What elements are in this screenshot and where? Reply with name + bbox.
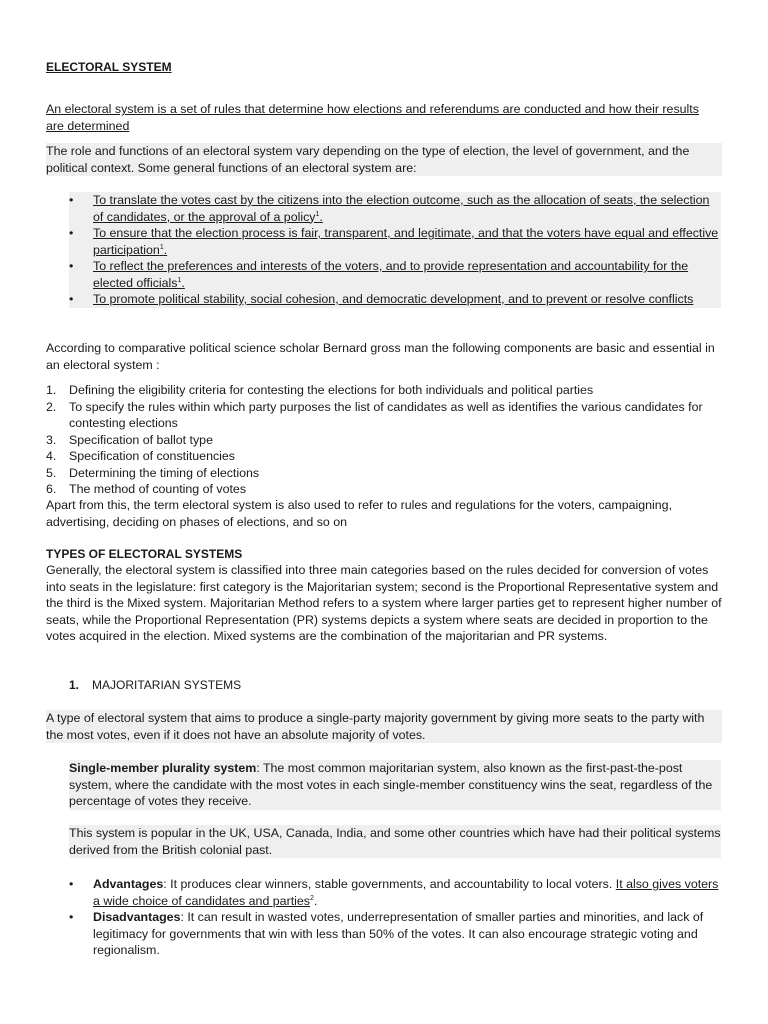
component-text: The method of counting of votes	[69, 482, 247, 496]
disadvantages-item	[69, 909, 721, 959]
types-heading: TYPES OF ELECTORAL SYSTEMS	[46, 547, 243, 561]
majoritarian-heading	[69, 677, 241, 694]
intro-definition: An electoral system is a set of rules that determine how elections and referendums are conducted and how their results are determined	[46, 102, 699, 133]
bullet-icon: •	[69, 226, 74, 240]
function-end: .	[163, 242, 168, 257]
bullet-icon: •	[69, 877, 74, 891]
list-number: 5.	[46, 465, 57, 480]
component-item	[46, 432, 722, 449]
comparative-paragraph: According to comparative political science scholar Bernard gross man the following components are basic and essential in an electoral system :	[46, 341, 715, 372]
advantages-end: .	[313, 893, 318, 908]
role-paragraph: The role and functions of an electoral system vary depending on the type of election, the level of government, and the political context. Some general functions of an electoral system are:	[46, 143, 722, 176]
heading-number: 1.	[69, 678, 80, 692]
document-title: ELECTORAL SYSTEM	[46, 60, 172, 74]
bullet-icon: •	[69, 259, 74, 273]
list-number: 6.	[46, 482, 57, 496]
function-text: To promote political stability, social cohesion, and democratic development, and to prevent or resolve conflicts	[93, 292, 694, 306]
component-item	[46, 481, 722, 498]
component-text: Specification of ballot type	[69, 432, 213, 447]
function-text: To reflect the preferences and interests of the voters, and to provide representation and accountability for the elected officials	[93, 259, 689, 290]
heading-text: MAJORITARIAN SYSTEMS	[92, 678, 242, 692]
footnote-ref: 1	[315, 210, 320, 218]
function-item	[69, 291, 721, 308]
function-item	[69, 192, 721, 225]
advantages-text: : It produces clear winners, stable governments, and accountability to local voters.	[163, 877, 616, 891]
component-item	[46, 382, 722, 399]
disadvantages-text: : It can result in wasted votes, underrepresentation of smaller parties and minorities, and lack of legitimacy for governments that win with less than 50% of the votes. It can also encourage strategic voting and regionalism.	[93, 910, 704, 957]
smp-paragraph	[69, 760, 721, 810]
pros-cons-list	[69, 876, 721, 959]
bullet-icon: •	[69, 193, 74, 207]
apart-paragraph: Apart from this, the term electoral system is also used to refer to rules and regulations for the voters, campaigning, advertising, deciding on phases of elections, and so on	[46, 498, 673, 529]
disadvantages-label: Disadvantages	[93, 910, 181, 924]
list-number: 1.	[46, 383, 57, 397]
footnote-ref: 2	[309, 894, 314, 902]
advantages-item	[69, 876, 721, 909]
function-item	[69, 258, 721, 291]
popular-paragraph: This system is popular in the UK, USA, Canada, India, and some other countries which have had their political systems derived from the British colonial past.	[69, 826, 721, 857]
smp-text: : The most common majoritarian system, also known as the first-past-the-post system, where the candidate with the most votes in each single-member constituency wins the seat, regardless of the percentage of votes they receive.	[69, 761, 713, 808]
advantages-underlined: It also gives voters a wide choice of candidates and parties	[93, 877, 719, 908]
function-text: To ensure that the election process is fair, transparent, and legitimate, and that the voters have equal and effective participation	[93, 226, 719, 257]
footnote-ref: 1	[177, 276, 182, 284]
list-number: 2.	[46, 399, 57, 414]
types-paragraph: Generally, the electoral system is classified into three main categories based on the rules decided for conversion of votes into seats in the legislature: first category is the Majoritarian system; second is the Proportional Representative system and the third is the Mixed system. Majoritarian Method refers to a system where larger parties get to represent higher number of seats, while the Proportional Representation (PR) systems depicts a system where seats are decided in proportion to the votes acquired in the election. Mixed systems are the combination of the majoritarian and PR systems.	[46, 563, 722, 643]
footnote-ref: 1	[159, 243, 164, 251]
function-text: To translate the votes cast by the citizens into the election outcome, such as the allocation of seats, the selection of candidates, or the approval of a policy	[93, 193, 710, 224]
majoritarian-paragraph: A type of electoral system that aims to produce a single-party majority government by giving more seats to the party with the most votes, even if it does not have an absolute majority of votes.	[46, 710, 722, 743]
component-item	[46, 465, 722, 482]
list-number: 3.	[46, 432, 57, 447]
component-text: Determining the timing of elections	[69, 465, 260, 480]
list-number: 4.	[46, 449, 57, 463]
function-end: .	[319, 209, 323, 224]
component-item	[46, 448, 722, 465]
bullet-icon: •	[69, 910, 74, 924]
bullet-icon: •	[69, 292, 74, 306]
component-text: To specify the rules within which party purposes the list of candidates as well as identifies the various candidates for contesting elections	[69, 399, 703, 430]
component-text: Defining the eligibility criteria for contesting the elections for both individuals and political parties	[69, 383, 594, 397]
component-text: Specification of constituencies	[69, 449, 235, 463]
component-item	[46, 399, 722, 432]
advantages-label: Advantages	[93, 877, 164, 891]
function-item	[69, 225, 721, 258]
functions-list	[69, 192, 721, 308]
function-end: .	[181, 275, 185, 290]
components-list	[46, 382, 722, 498]
smp-label: Single-member plurality system	[69, 761, 257, 775]
